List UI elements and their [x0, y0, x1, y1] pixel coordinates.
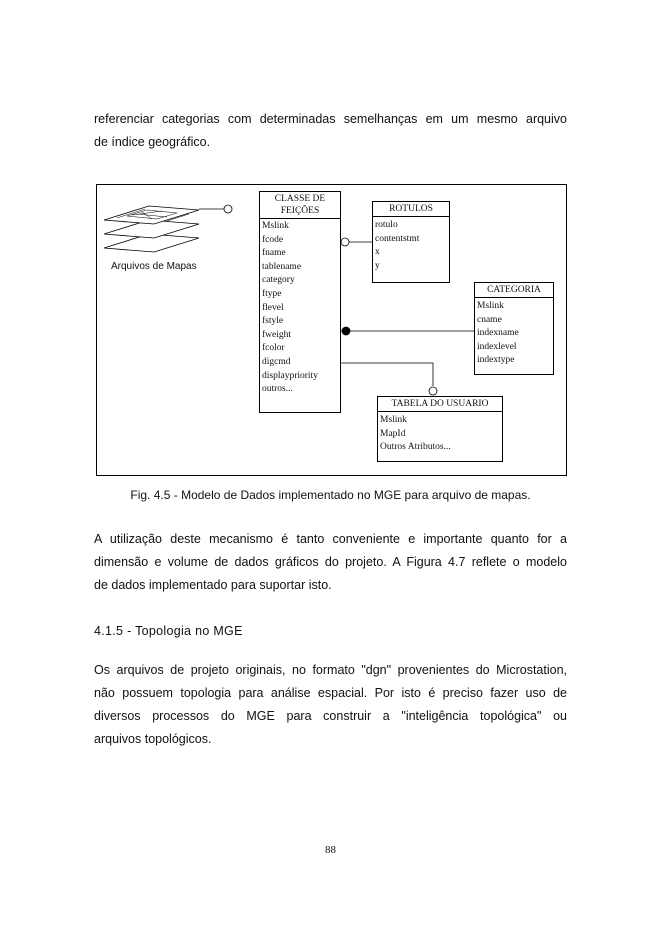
entity-title: TABELA DO USUARIO — [378, 397, 502, 412]
text-line: Os arquivos de projeto originais, no formato "dgn" provenientes do Microstation, — [94, 663, 567, 677]
entity-field: Mslink — [262, 221, 289, 231]
rotulos-entity — [372, 201, 450, 283]
entity-title-line: CLASSE DE — [274, 194, 326, 204]
entity-field: fname — [262, 248, 286, 259]
entity-field: indextype — [477, 355, 515, 366]
entity-title — [260, 192, 340, 219]
entity-field: y — [375, 260, 380, 271]
text-line: referenciar categorias com determinadas semelhanças em um mesmo arquivo — [94, 112, 567, 126]
entity-field: tablename — [262, 261, 302, 272]
map-files-icon — [104, 206, 199, 252]
text-line: A utilização deste mecanismo é tanto conveniente e importante quanto for a — [94, 532, 567, 546]
entity-title: ROTULOS — [373, 202, 449, 217]
entity-field: displaypriority — [262, 370, 318, 381]
intro-paragraph — [94, 108, 567, 154]
text-line: arquivos topológicos. — [94, 732, 212, 746]
entity-field: x — [375, 247, 380, 258]
entity-field: Mslink — [477, 301, 504, 311]
categoria-entity — [474, 282, 554, 375]
text-line: de índice geográfico. — [94, 135, 211, 149]
entity-title: CATEGORIA — [475, 283, 553, 298]
entity-field: rotulo — [375, 220, 398, 230]
data-model-figure — [96, 184, 567, 476]
entity-field: fweight — [262, 329, 292, 340]
entity-field: indexname — [477, 328, 519, 339]
text-line: de dados implementado para suportar isto. — [94, 578, 332, 592]
entity-field: ftype — [262, 288, 282, 299]
entity-field: indexlevel — [477, 341, 517, 352]
entity-field: contentstmt — [375, 233, 420, 244]
body-paragraph — [94, 659, 567, 751]
entity-field: Outros Atributos... — [380, 442, 451, 453]
figure-caption: Fig. 4.5 - Modelo de Dados implementado no MGE para arquivo de mapas. — [130, 488, 531, 502]
entity-field: fcolor — [262, 343, 285, 354]
entity-field: flevel — [262, 302, 284, 313]
body-paragraph — [94, 528, 567, 597]
entity-title-line: FEIÇÕES — [280, 206, 320, 216]
section-heading: 4.1.5 - Topologia no MGE — [94, 624, 243, 638]
entity-field: fcode — [262, 234, 284, 245]
entity-field: digcmd — [262, 356, 291, 367]
tabela-do-usuario-entity — [377, 396, 503, 462]
entity-field: Mslink — [380, 415, 407, 425]
entity-field: category — [262, 275, 295, 286]
entity-field: cname — [477, 314, 502, 325]
text-line: não possuem topologia para análise espacial. Por isto é preciso fazer uso de — [94, 686, 567, 700]
text-line: diversos processos do MGE para construir a "inteligência topológica" ou — [94, 709, 567, 723]
entity-field: fstyle — [262, 316, 284, 327]
text-line: dimensão e volume de dados gráficos do projeto. A Figura 4.7 reflete o modelo — [94, 555, 567, 569]
page-number: 88 — [325, 844, 336, 856]
entity-field: outros... — [262, 384, 293, 395]
classe-de-feicoes-entity — [259, 191, 341, 413]
map-files-label: Arquivos de Mapas — [111, 261, 197, 272]
entity-field: MapId — [380, 428, 406, 439]
